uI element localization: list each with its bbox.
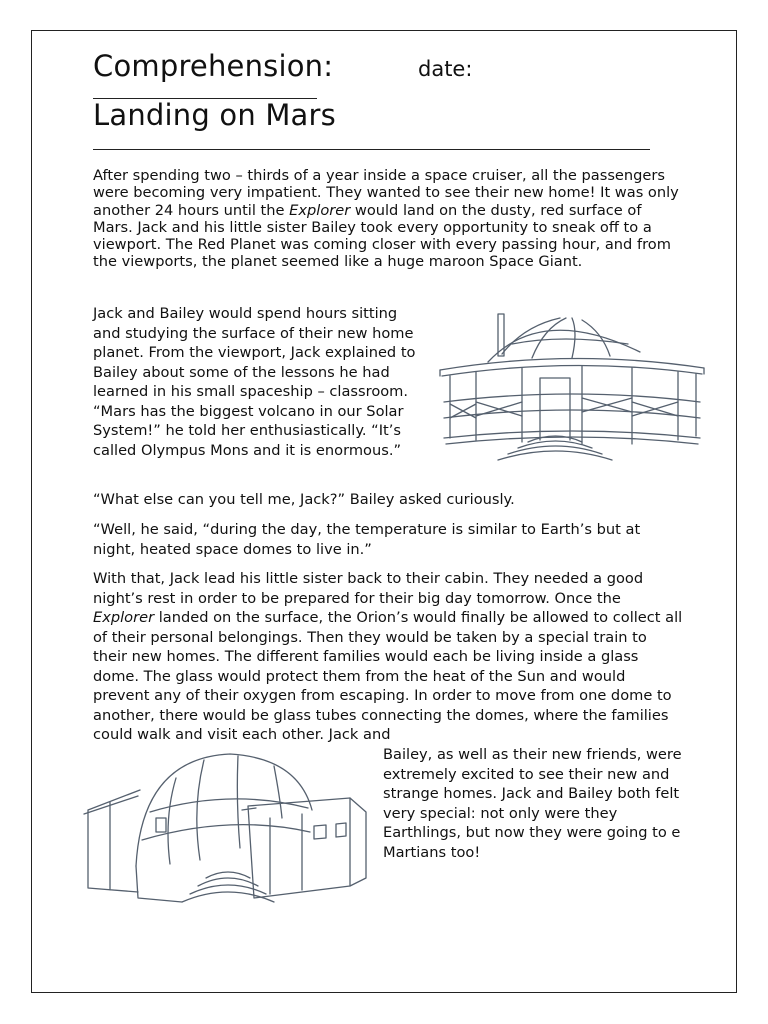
paragraph-5: With that, Jack lead his little sister back to their cabin. They needed a good night’s rest in order to be prepared for their big day tomorrow. Once the Explorer landed on the surface, the Orion’s would finally be allowed to collect all of their personal belongings. Then they would be taken by a special train to their new homes. The different families would each be living inside a glass dome. The glass would protect them from the heat of the Sun and would prevent any of their oxygen from escaping. In order to move from one dome to another, there would be glass tubes connecting the domes, where the families could walk and visit each other. Jack and <box>93 570 683 743</box>
story-title: Landing on Mars <box>93 98 336 132</box>
paragraph-1: After spending two – thirds of a year inside a space cruiser, all the passengers were becoming very impatient. They wanted to see their new home! It was only another 24 hours until the Explorer would land on the dusty, red surface of Mars. Jack and his little sister Bailey took every opportunity to sneak off to a viewport. The Red Planet was coming closer with every passing hour, and from the viewports, the planet seemed like a huge maroon Space Giant. <box>93 167 679 271</box>
date-label: date: <box>418 57 473 81</box>
dome-house-illustration <box>432 306 720 472</box>
paragraph-2: Jack and Bailey would spend hours sitting and studying the surface of their new home planet. From the viewport, Jack explained to Bailey about some of the lessons he had learned in his small spaceship – classroom. “Mars has the biggest volcano in our Solar System!” he told her enthusiastically. “It’s called Olympus Mons and it is enormous.” <box>93 305 416 459</box>
page-title: Comprehension: <box>93 49 334 83</box>
paragraph-3: “What else can you tell me, Jack?” Bailey asked curiously. <box>93 491 515 508</box>
paragraph-4: “Well, he said, “during the day, the temperature is similar to Earth’s but at night, heated space domes to live in.” <box>93 521 641 558</box>
paragraph-6: Bailey, as well as their new friends, were extremely excited to see their new and strange homes. Jack and Bailey both felt very special: not only were they Earthlings, but now they were going to e Martians too! <box>383 746 682 861</box>
title-underline <box>93 149 650 150</box>
igloo-house-illustration <box>80 748 372 918</box>
